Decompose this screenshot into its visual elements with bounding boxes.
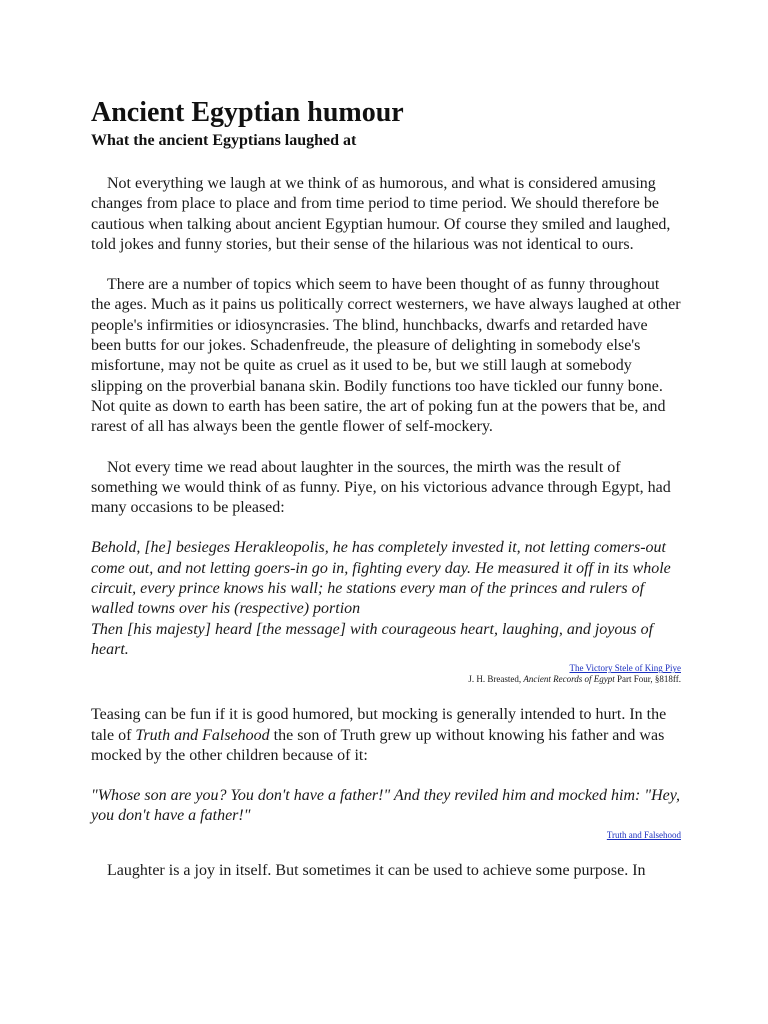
page-title: Ancient Egyptian humour — [91, 97, 404, 128]
tale-title: Truth and Falsehood — [135, 726, 270, 744]
citation-author: J. H. Breasted, — [468, 674, 522, 685]
citation-part: Part Four, §818ff. — [617, 674, 681, 685]
quote-line-2: Then [his majesty] heard [the message] with courageous heart, laughing, and joyous of heart. — [91, 620, 654, 658]
truth-falsehood-link[interactable]: Truth and Falsehood — [606, 829, 681, 840]
paragraph-3: Not every time we read about laughter in the sources, the mirth was the result of something we would think of as funny. Piye, on his victorious advance through Egypt, had many occasions to be pleased: — [91, 458, 671, 517]
quote-truth-falsehood: "Whose son are you? You don't have a father!" And they reviled him and mocked him: "Hey, you don't have a father!" — [91, 787, 680, 825]
paragraph-2: There are a number of topics which seem to have been thought of as funny throughout the ages. Much as it pains us politically correct westerners, we have always laughed at other people's infirmities or idiosyncrasies. The blind, hunchbacks, dwarfs and retarded have been butts for our jokes. Schadenfreude, the pleasure of delighting in somebody else's misfortune, may not be quite as cruel as it used to be, but we still laugh at somebody slipping on the proverbial banana skin. Bodily functions too have tickled our funny bone. Not quite as down to earth has been satire, the art of poking fun at the powers that be, and rarest of all has always been the gentle flower of self-mockery. — [91, 276, 681, 436]
victory-stele-link[interactable]: The Victory Stele of King Piye — [569, 663, 681, 674]
citation-book-title: Ancient Records of Egypt — [523, 674, 615, 685]
quote-line-1: Behold, [he] besieges Herakleopolis, he has completely invested it, not letting comers-out come out, and not letting goers-in go in, fighting every day. He measured it off in its whole circuit, every prince knows his wall; he stations every man of the princes and rulers of walled towns over his (respective) portion — [91, 539, 671, 618]
citation-reference — [91, 674, 681, 685]
quote-victory-stele — [91, 538, 681, 660]
paragraph-4 — [91, 705, 681, 766]
article — [91, 96, 681, 901]
paragraph-4-text-a: Teasing can be fun if it is good humored, but mocking is generally intended to hurt. In the tale of — [91, 706, 667, 744]
page-subtitle: What the ancient Egyptians laughed at — [91, 132, 357, 149]
paragraph-4-text-b: the son of Truth grew up without knowing his father and was mocked by the other children because of it: — [91, 726, 665, 764]
paragraph-1: Not everything we laugh at we think of as humorous, and what is considered amusing changes from place to place and from time period to time period. We should therefore be cautious when talking about ancient Egyptian humour. Of course they smiled and laughed, told jokes and funny stories, but their sense of the hilarious was not identical to ours. — [91, 175, 671, 253]
paragraph-5: Laughter is a joy in itself. But sometimes it can be used to achieve some purpose. In — [107, 861, 646, 879]
citation-truth-falsehood — [91, 830, 681, 841]
citation-victory-stele — [91, 663, 681, 674]
